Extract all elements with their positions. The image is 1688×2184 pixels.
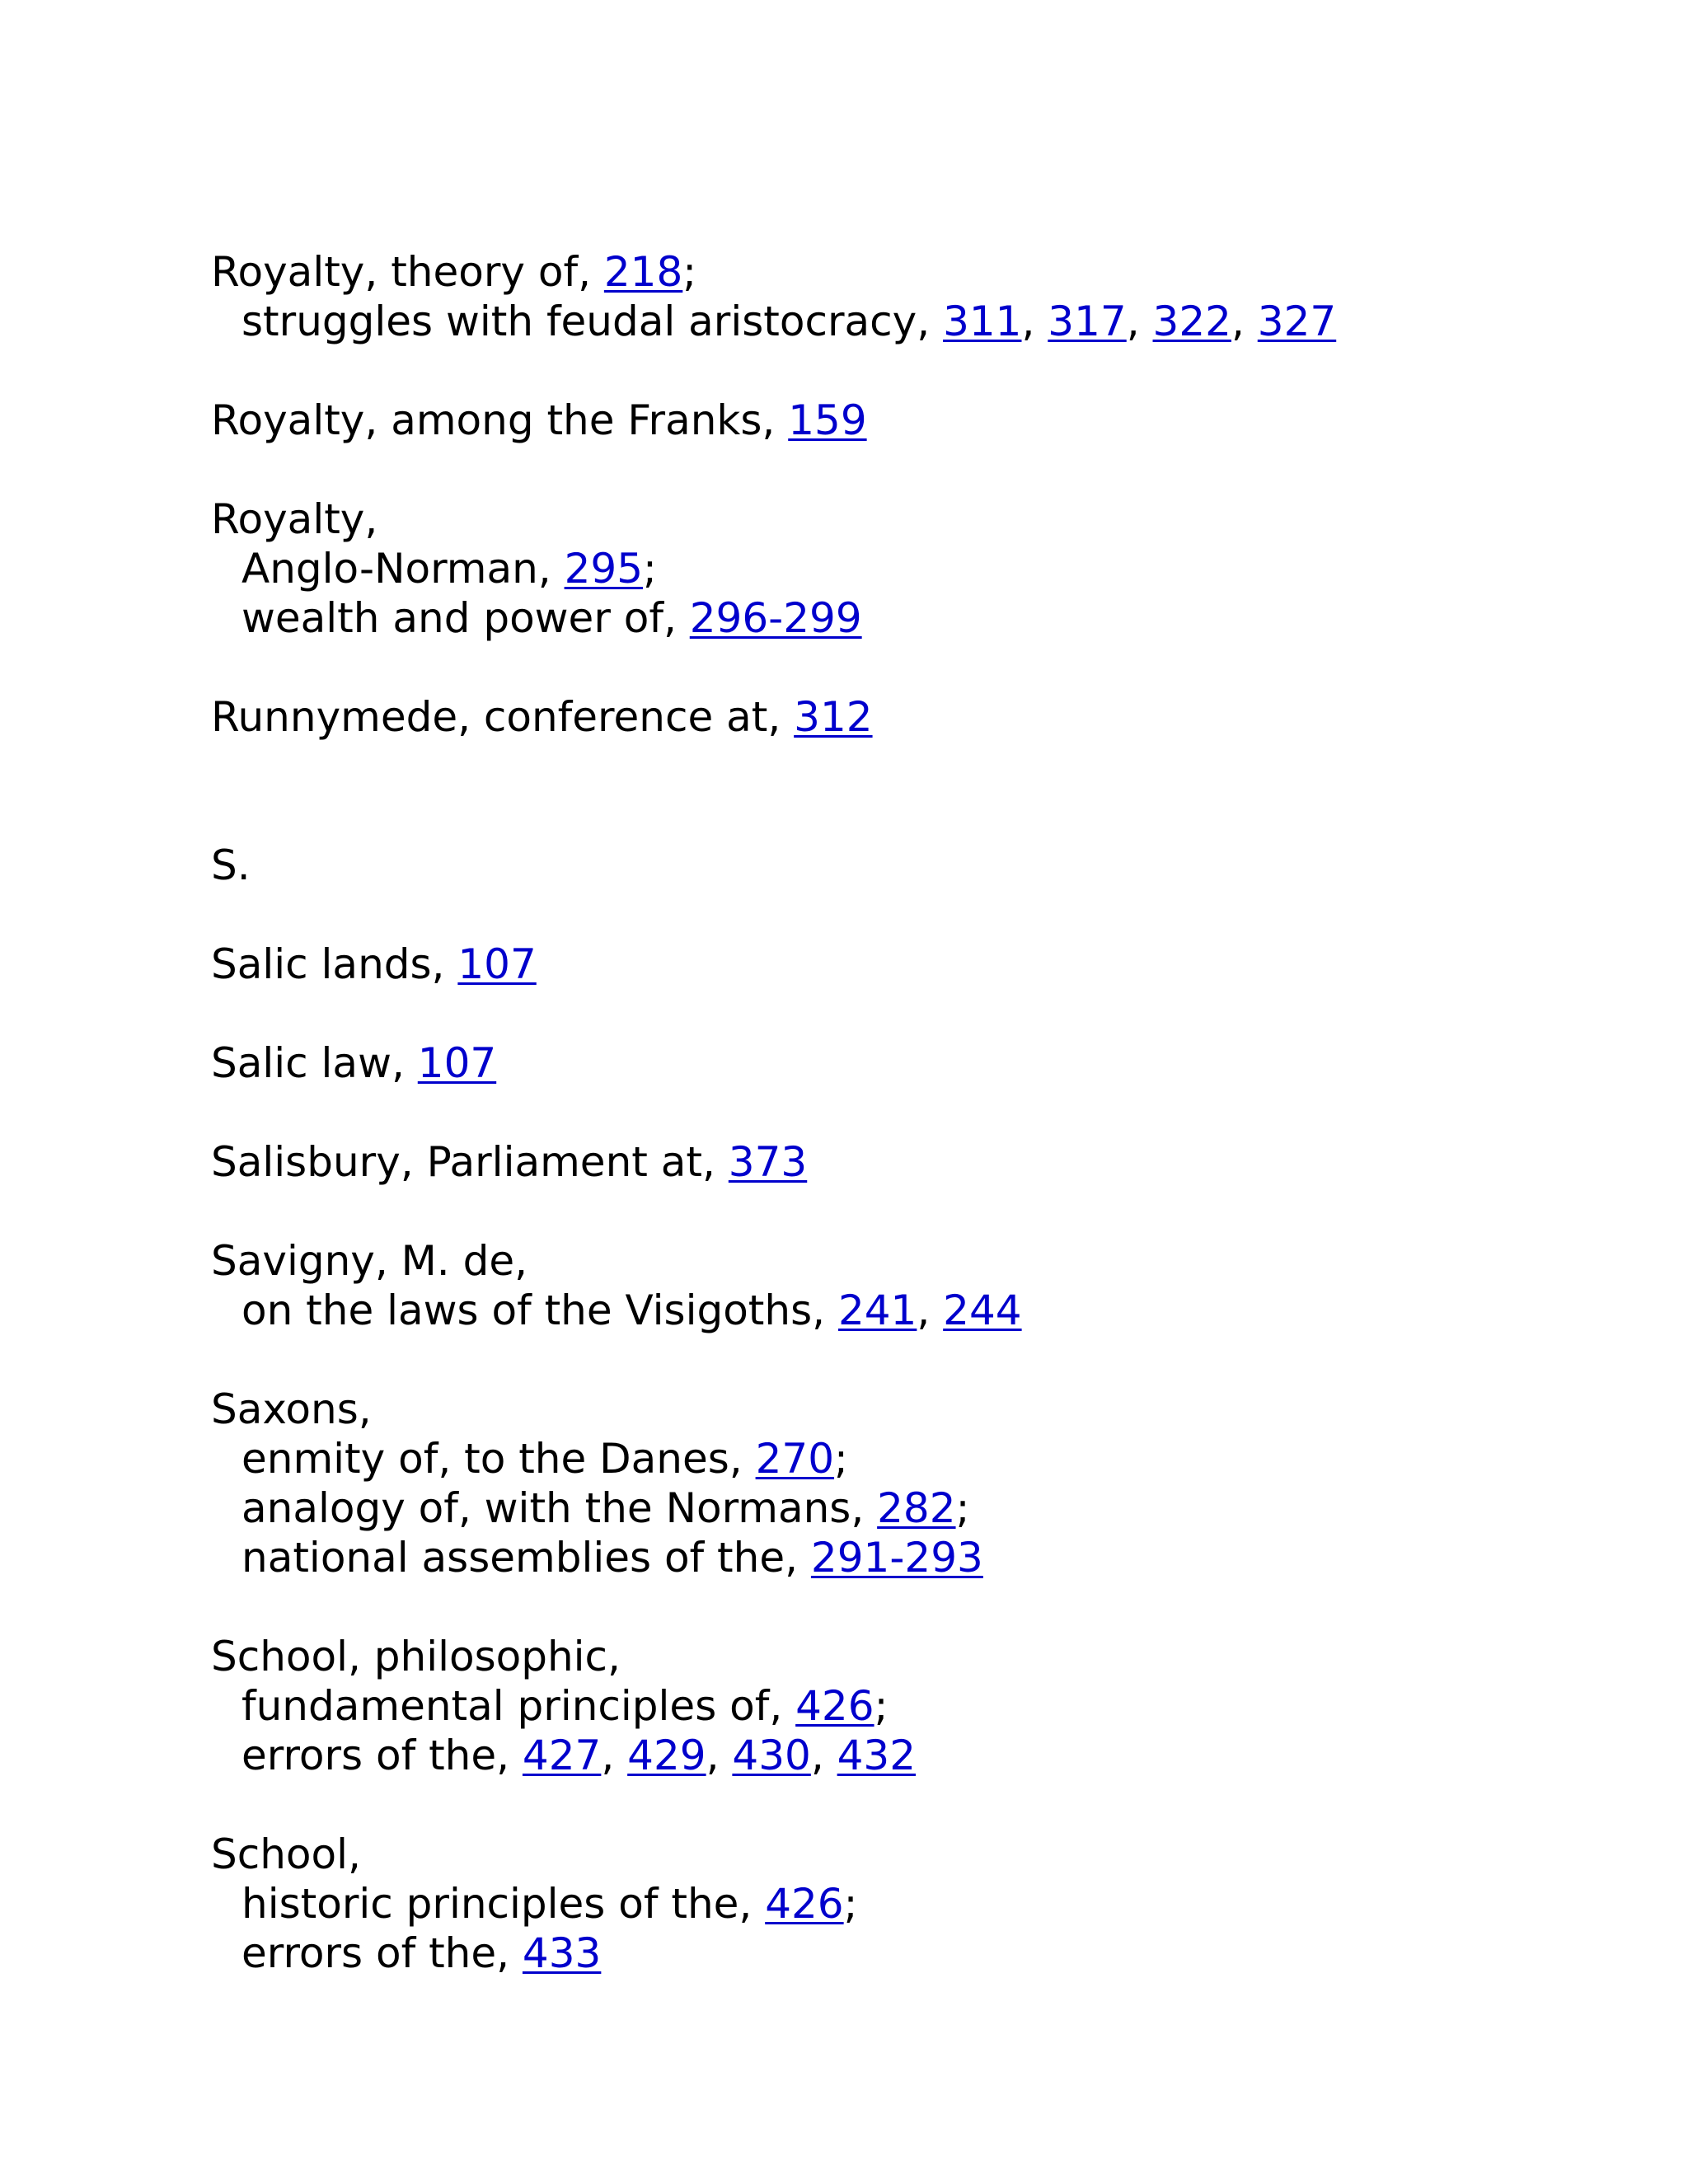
page-reference-link[interactable]: 426 bbox=[795, 1682, 874, 1730]
page-reference-link[interactable]: 241 bbox=[837, 1286, 917, 1334]
index-term-text: Runnymede, conference at, bbox=[211, 693, 795, 741]
index-entry-heading bbox=[211, 1385, 1612, 1434]
entry-punctuation: ; bbox=[834, 1435, 848, 1483]
index-entry bbox=[211, 396, 1612, 445]
index-entry-heading bbox=[211, 1137, 1612, 1187]
page-reference-link[interactable]: 107 bbox=[417, 1039, 497, 1087]
ref-separator: , bbox=[810, 1732, 837, 1779]
index-subentry-line bbox=[211, 1731, 1612, 1780]
index-entry bbox=[211, 1038, 1612, 1088]
index-entry bbox=[211, 1236, 1612, 1335]
page-reference-link[interactable]: 291-293 bbox=[810, 1534, 983, 1582]
index-subentry-line bbox=[211, 1286, 1612, 1335]
ref-separator: , bbox=[1231, 298, 1258, 345]
index-entry bbox=[211, 940, 1612, 989]
index-term-text: Savigny, M. de, bbox=[211, 1237, 528, 1285]
index-entry-heading bbox=[211, 1038, 1612, 1088]
index-term-text: Royalty, theory of, bbox=[211, 248, 604, 296]
index-entry bbox=[211, 494, 1612, 643]
page-reference-link[interactable]: 317 bbox=[1048, 298, 1127, 345]
page-reference-link[interactable]: 373 bbox=[728, 1138, 808, 1186]
index-subentry-line bbox=[211, 297, 1612, 346]
index-page bbox=[211, 247, 1612, 1978]
index-entry bbox=[211, 247, 1612, 346]
index-term-text: fundamental principles of, bbox=[241, 1682, 796, 1730]
index-entry bbox=[211, 692, 1612, 742]
ref-separator: , bbox=[601, 1732, 628, 1779]
index-term-text: Saxons, bbox=[211, 1385, 372, 1433]
index-entry-heading bbox=[211, 494, 1612, 544]
entry-punctuation: ; bbox=[874, 1682, 889, 1730]
ref-separator: , bbox=[706, 1732, 733, 1779]
index-term-text: national assemblies of the, bbox=[241, 1534, 811, 1582]
entry-punctuation: ; bbox=[843, 1880, 858, 1928]
page-reference-link[interactable]: 429 bbox=[627, 1732, 706, 1779]
page-reference-link[interactable]: 270 bbox=[755, 1435, 835, 1483]
ref-separator: , bbox=[917, 1286, 944, 1334]
index-entry bbox=[211, 1385, 1612, 1582]
index-term-text: School, philosophic, bbox=[211, 1633, 621, 1680]
section-letter-heading: S. bbox=[211, 841, 251, 889]
index-term-text: enmity of, to the Danes, bbox=[241, 1435, 756, 1483]
entry-punctuation: ; bbox=[682, 248, 697, 296]
index-subentry-line bbox=[211, 1879, 1612, 1929]
index-term-text: School, bbox=[211, 1830, 361, 1878]
index-subentry-line bbox=[211, 1681, 1612, 1731]
index-term-text: Anglo-Norman, bbox=[241, 545, 565, 593]
index-subentry-line bbox=[211, 593, 1612, 643]
index-entry bbox=[211, 1137, 1612, 1187]
page-reference-link[interactable]: 107 bbox=[457, 940, 537, 988]
page-reference-link[interactable]: 327 bbox=[1257, 298, 1337, 345]
page-reference-link[interactable]: 430 bbox=[732, 1732, 811, 1779]
page-reference-link[interactable]: 282 bbox=[877, 1484, 956, 1532]
index-subentry-line bbox=[211, 1434, 1612, 1483]
index-entry-heading bbox=[211, 1632, 1612, 1681]
index-subentry-line bbox=[211, 1929, 1612, 1978]
page-reference-link[interactable]: 427 bbox=[522, 1732, 602, 1779]
index-term-text: Royalty, bbox=[211, 495, 378, 543]
page-reference-link[interactable]: 311 bbox=[943, 298, 1022, 345]
index-entry-heading bbox=[211, 396, 1612, 445]
index-term-text: on the laws of the Visigoths, bbox=[241, 1286, 838, 1334]
index-term-text: analogy of, with the Normans, bbox=[241, 1484, 878, 1532]
page-reference-link[interactable]: 296-299 bbox=[689, 594, 862, 642]
entry-punctuation: ; bbox=[955, 1484, 970, 1532]
page-reference-link[interactable]: 218 bbox=[603, 248, 683, 296]
index-entry-heading bbox=[211, 1830, 1612, 1879]
page-reference-link[interactable]: 244 bbox=[943, 1286, 1022, 1334]
index-entry-heading bbox=[211, 692, 1612, 742]
index-term-text: Salic lands, bbox=[211, 940, 458, 988]
index-term-text: errors of the, bbox=[241, 1732, 523, 1779]
index-subentry-line bbox=[211, 1533, 1612, 1582]
index-term-text: wealth and power of, bbox=[241, 594, 690, 642]
index-term-text: struggles with feudal aristocracy, bbox=[241, 298, 944, 345]
index-subentry-line bbox=[211, 544, 1612, 593]
page-reference-link[interactable]: 322 bbox=[1152, 298, 1231, 345]
index-entry bbox=[211, 1830, 1612, 1978]
index-term-text: Salisbury, Parliament at, bbox=[211, 1138, 729, 1186]
index-entry bbox=[211, 1632, 1612, 1780]
index-entry-heading bbox=[211, 247, 1612, 297]
index-entry-heading bbox=[211, 940, 1612, 989]
index-term-text: errors of the, bbox=[241, 1929, 523, 1977]
ref-separator: , bbox=[1021, 298, 1048, 345]
index-term-text: Royalty, among the Franks, bbox=[211, 396, 789, 444]
page-reference-link[interactable]: 159 bbox=[788, 396, 867, 444]
page-reference-link[interactable]: 312 bbox=[794, 693, 873, 741]
page-reference-link[interactable]: 432 bbox=[837, 1732, 917, 1779]
page-reference-link[interactable]: 426 bbox=[765, 1880, 844, 1928]
index-entry-heading bbox=[211, 1236, 1612, 1286]
index-term-text: Salic law, bbox=[211, 1039, 418, 1087]
index-term-text: historic principles of the, bbox=[241, 1880, 766, 1928]
index-subentry-line bbox=[211, 1483, 1612, 1533]
page-reference-link[interactable]: 433 bbox=[522, 1929, 602, 1977]
entry-punctuation: ; bbox=[643, 545, 657, 593]
ref-separator: , bbox=[1126, 298, 1153, 345]
page-reference-link[interactable]: 295 bbox=[564, 545, 644, 593]
